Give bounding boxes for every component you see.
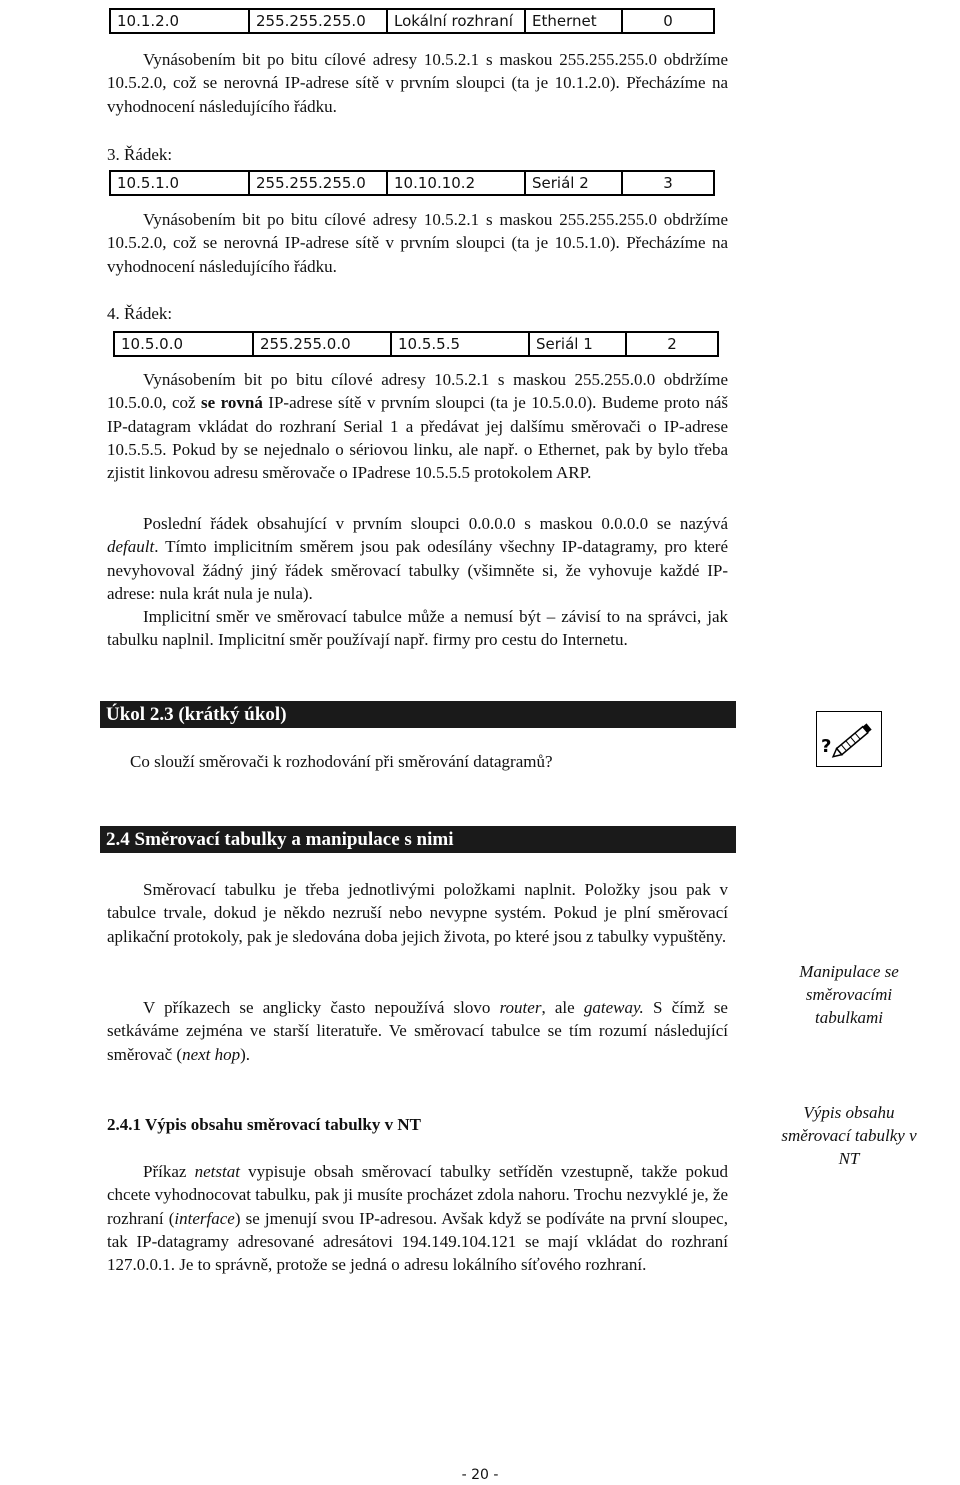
emphasis: se rovná [201,393,263,413]
text: Vynásobením bit po bitu cílové adresy 10.5.2.1 s maskou 255.255.0.0 obdržíme 10.5.0.0, což [107,370,728,413]
cell-gateway: Lokální rozhraní [388,10,526,32]
paragraph-row2: Vynásobením bit po bitu cílové adresy 10.5.2.1 s maskou 255.255.255.0 obdržíme 10.5.2.0, což se nerovná IP-adrese sítě v prvním sloupci (ta je 10.1.2.0). Přecházíme na vyhodnocení následujícího řádku. [107,50,728,116]
term-router: router [499,998,542,1017]
paragraph-row3: Vynásobením bit po bitu cílové adresy 10.5.2.1 s maskou 255.255.255.0 obdržíme 10.5.2.0, což se nerovná IP-adrese sítě v prvním sloupci (ta je 10.5.1.0). Přecházíme na vyhodnocení následujícího řádku. [107,210,728,276]
cell-gateway: 10.10.10.2 [388,172,526,194]
cell-metric: 0 [663,12,673,30]
question-pencil-icon [816,711,882,767]
paragraph-s1: Směrovací tabulku je třeba jednotlivými položkami naplnit. Položky jsou pak v tabulce trvale, dokud je někdo nezruší nebo nevypne systém. Pokud je plní směrovací aplikační protokoly, pak je sledována doba jejich života, po které jsou z tabulky vypuštěny. [107,880,728,946]
paragraph-implicit: Implicitní směr ve směrovací tabulce může a nemusí být – závisí to na správci, jak tabulku naplnil. Implicitní směr používají např. firmy pro cestu do Internetu. [107,607,728,650]
text: Poslední řádek obsahující v prvním sloupci 0.0.0.0 s maskou 0.0.0.0 se nazývá [143,514,728,533]
cell-interface: Seriál 2 [526,172,623,194]
text: vypisuje obsah směrovací tabulky setříděn vzestupně, takže pokud chcete vyhodnocovat tabulku, pak ji musíte procházet zdola nahoru. Trochu nezvyklé je, že rozhraní ( [107,1162,728,1228]
paragraph-default [107,512,728,605]
paragraph-s2 [107,996,728,1066]
label-row4: 4. Řádek: [107,304,173,323]
margin-note-vypis: Výpis obsahu směrovací tabulky v NT [781,1103,917,1168]
routing-row-4 [113,331,719,357]
text: V příkazech se anglicky často nepoužívá slovo [143,998,500,1017]
cell-mask: 255.255.0.0 [254,333,392,355]
cell-interface: Seriál 1 [530,333,627,355]
cell-metric: 3 [663,174,673,192]
text: ). [240,1044,251,1064]
text: ) se jmenují svou IP-adresou. Avšak když se podíváte na první sloupec, tak IP-datagramy adresované adresátovi 194.149.104.121 se mají vkládat do rozhraní 127.0.0.1. Je to správně, protože se jedná o adresu lokálního síťového rozhraní. [107,1208,728,1275]
cell-network: 10.5.0.0 [115,333,254,355]
margin-note-manipulace: Manipulace se směrovacími tabulkami [799,962,899,1027]
cell-network: 10.5.1.0 [111,172,250,194]
cell-interface: Ethernet [526,10,623,32]
label-row3: 3. Řádek: [107,145,173,164]
term-gateway: gateway. [583,998,644,1017]
text: S čímž se setkáváme zejména ve starší literatuře. Ve směrovací tabulce se tím rozumí následující směrovač ( [107,998,728,1064]
routing-row-1 [109,8,715,34]
term-default: default [107,537,155,557]
section-header: 2.4 Směrovací tabulky a manipulace s nimi [100,826,736,853]
task-header: Úkol 2.3 (krátký úkol) [100,701,736,728]
cell-mask: 255.255.255.0 [250,172,388,194]
paragraph-row4 [107,368,728,484]
task-question: Co slouží směrovači k rozhodování při směrování datagramů? [130,752,553,771]
text: . Tímto implicitním směrem jsou pak odesílány všechny IP-datagramy, pro které nevyhovoval žádný jiný řádek směrovací tabulky (všimněte si, že vyhovuje každé IP-adrese: nula krát nula je nula). [107,537,728,603]
text: , ale [541,998,584,1017]
question-pencil-icon-graphic [817,712,881,766]
text: IP-adrese sítě v prvním sloupci (ta je 10.5.0.0). Budeme proto náš IP-datagram vkládat do rozhraní Serial 1 a předávat jej dalšímu směrovači o IP-adrese 10.5.5.5. Pokud by se nejednalo o sériovou linku, ale např. o Ethernet, pak by bylo třeba zjistit linkovou adresu směrovače o IPadrese 10.5.5.5 protokolem ARP. [107,393,728,483]
term-next-hop: next hop [182,1044,241,1064]
term-netstat: netstat [194,1162,240,1181]
routing-row-3 [109,170,715,196]
page-number: - 20 - [461,1467,499,1483]
paragraph-s3 [107,1160,728,1276]
subsection-title: 2.4.1 Výpis obsahu směrovací tabulky v NT [107,1115,421,1134]
text: Příkaz [143,1162,195,1181]
cell-metric: 2 [667,335,677,353]
svg-text:?: ? [821,736,832,757]
cell-mask: 255.255.255.0 [250,10,388,32]
term-interface: interface [174,1208,235,1228]
cell-gateway: 10.5.5.5 [392,333,530,355]
cell-network: 10.1.2.0 [111,10,250,32]
